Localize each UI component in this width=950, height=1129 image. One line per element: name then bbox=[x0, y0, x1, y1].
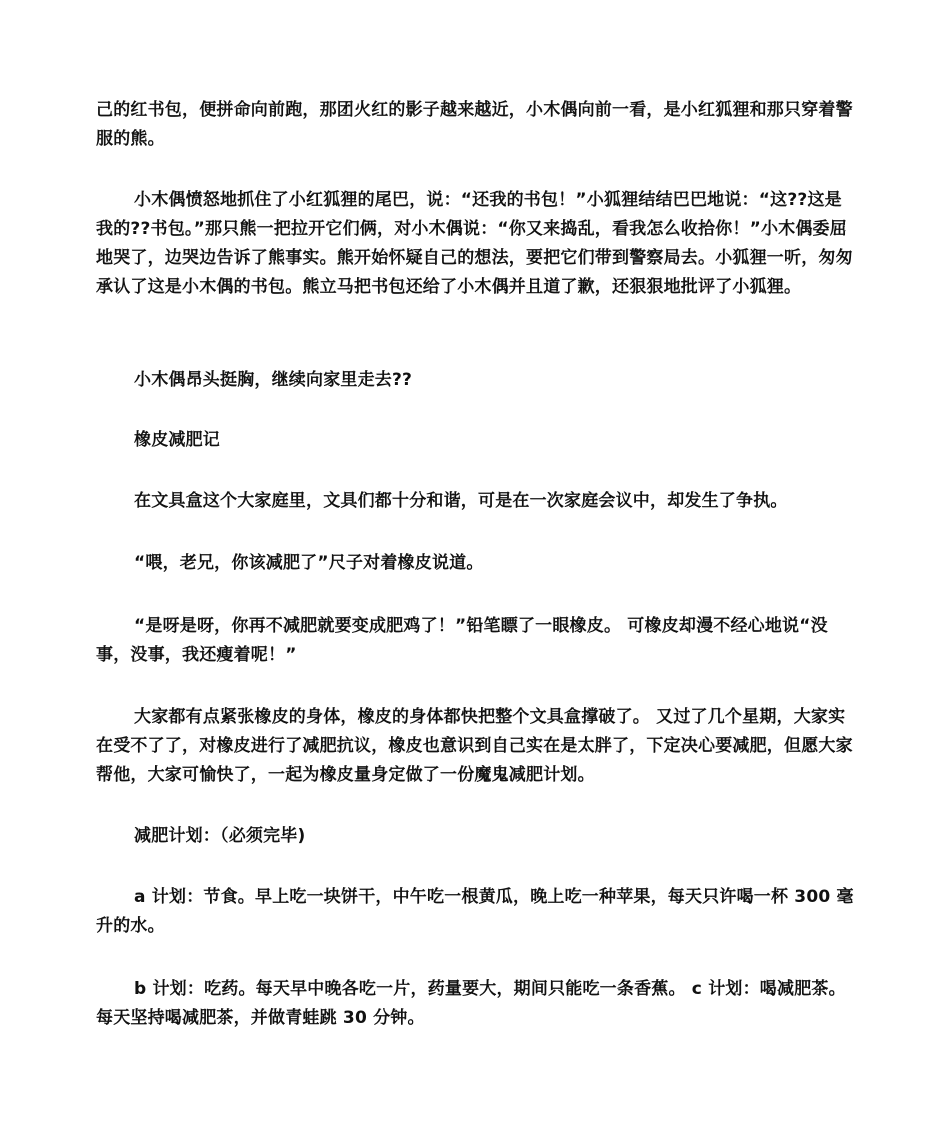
paragraph-walk-home: 小木偶昂头挺胸，继续向家里走去?? bbox=[134, 370, 413, 390]
paragraph-diet-decision: 大家都有点紧张橡皮的身体，橡皮的身体都快把整个文具盒撑破了。 又过了几个星期，大家实在受不了了，对橡皮进行了减肥抗议，橡皮也意识到自己实在是太胖了，下定决心要减肥，但愿大家帮他，大家可愉快了，一起为橡皮量身定做了一份魔鬼减肥计划。 bbox=[96, 707, 853, 785]
paragraph-story-continuation: 己的红书包，便拼命向前跑，那团火红的影子越来越近，小木偶向前一看，是小红狐狸和那只穿着警服的熊。 bbox=[96, 100, 853, 149]
paragraph-ruler-quote: “喂，老兄，你该减肥了”尺子对着橡皮说道。 bbox=[134, 553, 484, 573]
paragraph-plan-a: a 计划：节食。早上吃一块饼干，中午吃一根黄瓜，晚上吃一种苹果，每天只许喝一杯 300 毫升的水。 bbox=[96, 887, 854, 936]
paragraph-plan-heading: 减肥计划：（必须完毕) bbox=[134, 826, 306, 846]
story-title-eraser: 橡皮减肥记 bbox=[134, 430, 220, 450]
paragraph-fox-and-bear: 小木偶愤怒地抓住了小红狐狸的尾巴，说：“还我的书包！”小狐狸结结巴巴地说：“这??这是我的??书包。”那只熊一把拉开它们俩，对小木偶说：“你又来捣乱，看我怎么收拾你！”小木偶委屈地哭了，边哭边告诉了熊事实。熊开始怀疑自己的想法，要把它们带到警察局去。小狐狸一听，匆匆承认了这是小木偶的书包。熊立马把书包还给了小木偶并且道了歉，还狠狠地批评了小狐狸。 bbox=[96, 190, 853, 297]
paragraph-pencil-quote: “是呀是呀，你再不减肥就要变成肥鸡了！”铅笔瞟了一眼橡皮。 可橡皮却漫不经心地说“没事，没事，我还瘦着呢！” bbox=[96, 616, 828, 665]
paragraph-plan-b-c: b 计划：吃药。每天早中晚各吃一片，药量要大，期间只能吃一条香蕉。 c 计划：喝减肥茶。每天坚持喝减肥茶，并做青蛙跳 30 分钟。 bbox=[96, 979, 846, 1028]
paragraph-family-meeting: 在文具盒这个大家庭里，文具们都十分和谐，可是在一次家庭会议中，却发生了争执。 bbox=[134, 491, 788, 511]
